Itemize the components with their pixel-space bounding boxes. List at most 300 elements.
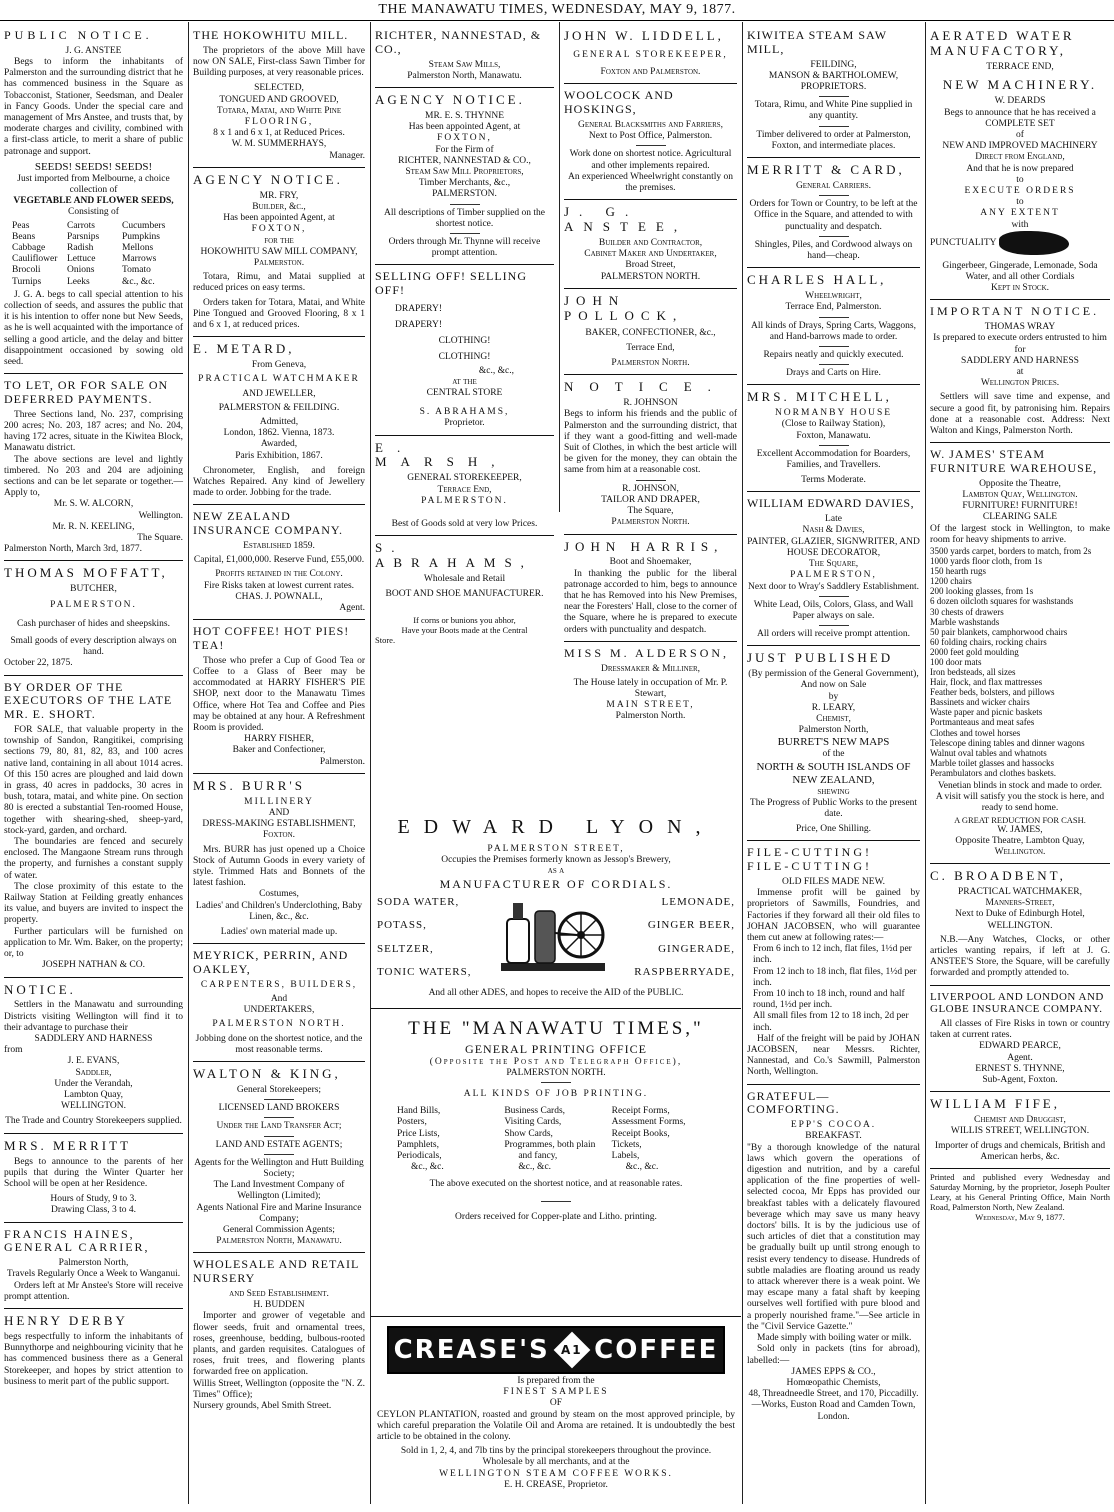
cordial-item: GINGERADE, [658, 942, 735, 955]
rate-line: From 10 inch to 18 inch, round and half round, 1½d per inch. [753, 989, 905, 1011]
ad-line: General Storekeepers; [236, 1084, 322, 1095]
ad-line: From Geneva, [251, 360, 307, 371]
ad-line: FURNITURE! FURNITURE! [962, 501, 1078, 512]
divider [819, 346, 849, 347]
ad-crease-coffee [371, 1318, 741, 1504]
ad-body: Ladies' own material made up. [220, 926, 338, 937]
ad-davies [747, 492, 920, 646]
ad-line: MAIN STREET, [606, 700, 695, 711]
divider [636, 480, 666, 481]
ad-line: at the [452, 376, 477, 387]
ad-line: Palmerston North. [611, 517, 690, 528]
ad-selling-off [375, 265, 554, 435]
ad-title: MRS. MITCHELL, [747, 389, 892, 405]
ad-line: Manager. [329, 150, 365, 161]
ad-line: Occupies the Premises formerly known as Jessop's Brewery, [441, 854, 671, 865]
ad-line: Mr. S. W. ALCORN, [53, 499, 134, 510]
divider [819, 625, 849, 626]
list-item: 2000 feet gold moulding [930, 646, 1019, 657]
divider [541, 1082, 571, 1083]
ad-body: Chronometer, English, and foreign Watches Repaired. Any kind of Jewellery made to order. Jobbing for the trade. [193, 465, 365, 499]
ad-body: Nursery grounds, Abel Smith Street. [193, 1401, 332, 1411]
ad-line: J. E. EVANS, [67, 1056, 120, 1067]
ad-alderson [564, 642, 737, 728]
ad-fry [193, 168, 365, 337]
seed-item: Marrows [122, 254, 157, 265]
ad-line: DRESS-MAKING ESTABLISHMENT, [202, 819, 356, 830]
ad-line: Palmerston North, March 3rd, 1877. [4, 544, 142, 555]
divider [819, 236, 849, 237]
divider [819, 596, 849, 597]
ad-line: E. H. CREASE, Proprietor. [504, 1479, 608, 1490]
ad-line: Costumes, [259, 889, 299, 900]
ad-body: Made simply with boiling water or milk. [757, 1333, 912, 1344]
ad-line: ANY EXTENT [980, 208, 1060, 219]
ad-title: FRANCIS HAINES, GENERAL CARRIER, [4, 1226, 150, 1255]
ad-line: SEEDS! SEEDS! SEEDS! [34, 160, 153, 173]
divider [264, 1154, 294, 1155]
ad-line: Steam Saw Mill Proprietors, [405, 166, 524, 177]
ad-body: Is prepared to execute orders entrusted to him for [933, 333, 1107, 355]
ad-line: (Opposite the Post and Telegraph Office), [429, 1056, 683, 1067]
ad-line: Totara, Matai, and White Pine [216, 105, 342, 116]
ad-line: PALMERSTON & FEILDING. [218, 402, 340, 413]
ad-body: White Lead, Oils, Colors, Glass, and Wall Paper always on sale. [753, 599, 914, 621]
ad-body: Small goods of every description always on hand. [10, 636, 177, 658]
masthead: THE MANAWATU TIMES, WEDNESDAY, MAY 9, 1877. [0, 0, 1114, 21]
ad-body: begs respectfully to inform the inhabitants of Bunnythorpe and neighbouring vicinity that he has commenced business there as a General Storekeeper, and hopes by strict attention to business to merit part of the public support. [4, 1331, 183, 1387]
ad-fife [930, 1092, 1110, 1169]
ad-broadbent [930, 864, 1110, 986]
list-item: 3500 yards carpet, borders to match, from 2s [930, 546, 1092, 557]
ad-line: Just imported from Melbourne, a choice collection of [17, 173, 170, 195]
ad-line: MANSON & BARTHOLOMEW, [768, 70, 899, 81]
ad-title: MRS. BURR'S [193, 777, 305, 793]
ad-line: Under the Land Transfer Act; [216, 1121, 342, 1132]
ad-body: All classes of Fire Risks in town or country taken at current rates. [930, 1018, 1110, 1041]
ad-title: CHARLES HALL, [747, 272, 887, 288]
ad-body: The Progress of Public Works to the present date. [749, 797, 918, 819]
ad-title: NOTICE. [4, 981, 76, 997]
ad-woolcock [564, 84, 737, 200]
column-6 [926, 22, 1114, 1504]
ad-deards-aerated [930, 24, 1110, 300]
list-item: 6 dozen oilcloth squares for washstands [930, 596, 1074, 607]
ad-line: PALMERSTON. [421, 495, 508, 506]
ad-line: Profits retained in the Colony. [215, 569, 343, 580]
divider [636, 145, 666, 146]
ad-line: Drawing Class, 3 to 4. [51, 1205, 136, 1216]
ad-line: TONGUED AND GROOVED, [219, 94, 339, 105]
ink-blot [999, 231, 1069, 255]
ad-body: The close proximity of this estate to the Railway Station at Feilding greatly enhances its value, and buyers are invited to inspect the property. [4, 881, 183, 926]
cordial-item: GINGER BEER, [647, 919, 735, 932]
list-item: 50 pair blankets, camphorwood chairs [930, 626, 1068, 637]
ad-line: Wellington. [138, 510, 183, 521]
ad-title: W. JAMES' STEAM FURNITURE WAREHOUSE, [930, 447, 1098, 476]
ad-title: E. MARSH, [375, 439, 509, 470]
cordial-list [377, 891, 735, 983]
ad-line: as a [547, 866, 565, 876]
ad-line: And now on Sale [800, 680, 867, 691]
divider [819, 126, 849, 127]
ad-line: R. LEARY, [811, 702, 856, 713]
ad-line: PALMERSTON NORTH. [212, 1019, 346, 1030]
ad-wray [930, 300, 1110, 443]
ad-body: Begs to announce to the parents of her pupils that during the Winter Quarter her School will be open at her Residence. [4, 1156, 183, 1190]
ad-body: Importer of drugs and chemicals, British and American herbs, &c. [934, 1140, 1106, 1162]
ad-line: Boot and Shoemaker, [609, 557, 692, 568]
ad-body: An experienced Wheelwright constantly on the premises. [568, 171, 733, 193]
ad-line: MR. FRY, [259, 190, 299, 201]
ad-title: NOTICE. [564, 379, 727, 395]
ad-body: Three Sections land, No. 237, comprising 200 acres; No. 203, 187 acres; and No. 204, having 172 acres, situate in the Kiwitea Block, Manawatu district. [4, 409, 183, 454]
ad-title: MISS M. ALDERSON, [564, 645, 730, 660]
ad-line: SELECTED, [254, 83, 304, 94]
ad-title: BY ORDER OF THE EXECUTORS OF THE LATE MR. E. SHORT. [4, 679, 173, 722]
ad-title: FILE-CUTTING! FILE-CUTTING! [747, 845, 872, 874]
ad-line: Price, One Shilling. [796, 824, 871, 835]
ad-line: S. ABRAHAMS, [419, 407, 510, 418]
ad-body: And that he is now prepared [966, 163, 1074, 174]
list-item: Telescope dining tables and dinner wagons [930, 737, 1085, 748]
ad-line: Opposite the Theatre, [979, 478, 1061, 489]
list-item: 30 chests of drawers [930, 606, 1004, 617]
ad-body: Wholesale by all merchants, and at the [482, 1457, 630, 1468]
ad-body: Repairs neatly and quickly executed. [763, 349, 904, 360]
ad-body: Totara, Rimu, and Matai supplied at reduced prices on easy terms. [193, 272, 365, 294]
rate-line: From 6 inch to 12 inch, flat files, 1½d per inch. [753, 944, 912, 966]
ad-title: WILLIAM FIFE, [930, 1096, 1060, 1112]
ad-body: Mrs. BURR has just opened up a Choice Stock of Autumn Goods in every variety of style. Trimmed Hats and Bonnets of the latest fashion. [193, 844, 365, 889]
column-3 [371, 22, 558, 807]
ad-walton-king [193, 1062, 365, 1253]
ad-line: Is prepared from the [517, 1376, 595, 1386]
list-item: 60 folding chairs, rocking chairs [930, 636, 1047, 647]
ad-line: GENERAL STOREKEEPER, [573, 49, 728, 60]
ad-body: Immense profit will be gained by proprietors of Sawmills, Foundries, and Factories if they forward all their old files to JOHAN JACOBSEN, who will guarantee them cut anew at following rates:— [747, 888, 920, 943]
ad-line: EXECUTE ORDERS [964, 186, 1076, 197]
job-item: &c., &c. [518, 1162, 552, 1173]
job-item: Receipt Books, [611, 1128, 670, 1139]
seed-item: Peas [12, 220, 30, 231]
ad-title: PUBLIC NOTICE. [4, 28, 153, 42]
ad-line: Dressmaker & Milliner, [600, 663, 701, 674]
ad-line: by [828, 691, 839, 702]
ad-title: MERRITT & CARD, [747, 162, 905, 178]
ad-body: Sold only in packets (tins for abroad), labelled:— [747, 1344, 920, 1366]
ad-hokowhitu [193, 24, 365, 168]
ad-line: W. DEARDS [994, 96, 1046, 107]
ad-body: Cash purchaser of hides and sheepskins. [16, 618, 171, 629]
ad-derby [4, 1309, 183, 1393]
ad-title: THE HOKOWHITU MILL. [193, 28, 349, 42]
ad-thynne [375, 88, 554, 265]
list-item: Bassinets and wicker chairs [930, 697, 1030, 708]
seed-item: Leeks [67, 276, 90, 287]
ad-line: VEGETABLE AND FLOWER SEEDS, [13, 196, 174, 207]
ad-line: ERNEST S. THYNNE, [975, 1063, 1065, 1074]
ad-line: Have your Boots made at the Central [401, 624, 528, 635]
ad-line: Agents National Fire and Marine Insurance Company; [196, 1202, 362, 1224]
seed-item: Beans [12, 231, 36, 242]
ad-line: R. JOHNSON [623, 398, 678, 409]
ad-anstee [4, 24, 183, 374]
cordial-item: TONIC WATERS, [377, 965, 472, 978]
ad-line: PAINTER, GLAZIER, SIGNWRITER, AND HOUSE DECORATOR, [747, 536, 920, 558]
ad-body: "By a thorough knowledge of the natural laws which govern the operations of digestion and nutrition, and by a careful application of the fine properties of well-selected cocoa, Mr Epps has provided our breakfast tables with a delicately flavoured beverage which may save us many heavy doctors' bills. It is by the judicious use of such articles of diet that a constitution may be gradually built up until strong enough to resist every tendency to disease. Hundreds of subtle maladies are floating around us ready to attack wherever there is a weak point. We may escape many a fatal shaft by keeping ourselves well fortified with pure blood and a properly nourished frame."—See article in the "Civil Service Gazette." [747, 1142, 920, 1332]
ad-line: FLOORING, [244, 117, 314, 128]
ad-body: FOR SALE, that valuable property in the township of Sandon, Rangitikei, comprising sections 79, 80, 81, 82, 83, and 100 acres native land, containing in all about 1014 acres. Of this 150 acres are ploughed and laid down in grass, 40 acres in paddocks, 30 acres in bush, totara, matai, and white pine. On section 80 is erected a substantial Ten-roomed House, together with shearing-shed, sheep-yard, stock-yard, garden, and orchard. [4, 725, 183, 836]
ad-line: Sub-Agent, Foxton. [982, 1074, 1058, 1085]
ad-title: MEYRICK, PERRIN, AND OAKLEY, [193, 948, 349, 976]
ad-abrahams [375, 536, 554, 649]
ad-title: HENRY DERBY [4, 1313, 128, 1329]
ad-line: shewing [817, 786, 850, 797]
seed-item: Cabbage [12, 243, 46, 254]
ad-body: N.B.—Any Watches, Clocks, or other articles wanting repairs, if left at J. G. ANSTEE'S Store, the Square, will be carefully forwarded and promptly attended to. [930, 934, 1110, 979]
ad-line: of [1016, 130, 1024, 141]
ad-burr [193, 774, 365, 944]
ad-title: JOHN W. LIDDELL, [564, 28, 724, 43]
ad-body: Orders for Town or Country, to be left at the Office in the Square, and attended to with punctuality and despatch. [749, 199, 918, 232]
ad-line: Admitted, [259, 416, 299, 427]
column-1 [0, 22, 187, 1504]
ad-line: WELLINGTON STEAM COFFEE WORKS. [439, 1468, 673, 1479]
ad-body: Settlers will save time and expense, and secure a good fit, by patronising him. Repairs done at a reasonable cost. Address: Next Walton and Kings, Palmerston North. [930, 392, 1110, 437]
ad-line: Baker and Confectioner, [232, 745, 326, 756]
ad-line: Has been appointed Agent, at [408, 122, 521, 133]
ad-line: Chemist, [816, 714, 851, 725]
list-item: 1200 chairs [930, 576, 972, 587]
ad-line: BURRET'S NEW MAPS [777, 736, 890, 749]
ad-title: WALTON & KING, [193, 1066, 341, 1081]
ad-line: And all other ADES, and hopes to receive the AID of the PUBLIC. [428, 987, 684, 998]
ad-line: Palmerston North, Manawatu. [216, 1236, 342, 1247]
list-item: Portmanteaus and meat safes [930, 717, 1035, 728]
ad-line: Next to Post Office, Palmerston. [588, 131, 713, 142]
ad-body: Begs to inform the inhabitants of Palmerston and the surrounding district that he has commenced business in the Square as Tobacconist, Stationer, Seedsman, and Dealer in Fancy Goods. Under the special care and management of Mrs Anstee, and trusts that, by moderate charges and civility, combined with a first-class article, to merit a share of public patronage and support. [4, 57, 183, 157]
ad-body: Gingerbeer, Gingerade, Lemonade, Soda Water, and all other Cordials [942, 260, 1098, 283]
ad-title: WILLIAM EDWARD DAVIES, [747, 496, 915, 511]
divider [819, 364, 849, 365]
ad-line: PROPRIETORS. [800, 82, 867, 92]
ad-title: THOMAS MOFFATT, [4, 565, 168, 581]
ad-line: R. JOHNSON, [622, 483, 679, 494]
ad-line: CLOTHING! [438, 336, 491, 347]
ad-line: JAMES EPPS & CO., [791, 1366, 876, 1377]
ad-body: All kinds of Drays, Spring Carts, Waggons, and Hand-barrows made to order. [750, 320, 917, 342]
list-item: Marble washstands [930, 616, 1000, 627]
ad-line: LAND AND ESTATE AGENTS; [215, 1139, 343, 1150]
divider [819, 317, 849, 318]
ad-line: Wellington Prices. [980, 378, 1060, 389]
ad-line: The Square, [627, 506, 674, 517]
ad-line: The Square. [137, 533, 183, 544]
ad-line: NORMANBY HOUSE [774, 408, 893, 419]
job-printing-list [397, 1106, 715, 1173]
ad-line: Homœopathic Chemists, [786, 1377, 881, 1388]
divider [541, 1201, 571, 1202]
ad-body: Timber delivered to order at Palmerston, Foxton, and intermediate places. [756, 129, 911, 151]
ad-body: Half of the freight will be paid by JOHAN JACOBSEN, near Messrs. Richter, Nannestad, and Co.'s Sawmill, Palmerston North, Wellington. [747, 1033, 920, 1078]
divider [264, 1099, 294, 1100]
ad-title: NEW ZEALAND INSURANCE COMPANY. [193, 509, 344, 538]
ad-line: TAILOR AND DRAPER, [601, 494, 700, 505]
ad-line: HARRY FISHER, [244, 734, 314, 745]
ad-line: Steam Saw Mills, [428, 59, 501, 70]
ad-line: And [270, 993, 288, 1004]
ad-line: NEW MACHINERY. [942, 77, 1098, 93]
ad-line: DRAPERY! [395, 320, 442, 331]
ad-line: Broad Street, [625, 260, 676, 271]
ad-line: RICHTER, NANNESTAD & CO., [398, 155, 531, 166]
ad-line: of the [822, 749, 845, 760]
ad-line: TERRACE END, [986, 61, 1054, 72]
ad-line: Wheelwright, [805, 291, 862, 302]
ad-title: GRATEFUL—COMFORTING. [747, 1088, 840, 1117]
ad-body: The proprietors of the above Mill have now ON SALE, First-class Sawn Timber for Building purposes, at very reasonable prices. [193, 45, 365, 79]
list-item: 100 door mats [930, 656, 982, 667]
ad-line: Agent. [1007, 1052, 1033, 1063]
list-item: 200 looking glasses, from 1s [930, 586, 1034, 597]
ad-line: Palmerston North, Manawatu. [407, 70, 522, 81]
ad-manawatu-times-printing [371, 1008, 741, 1226]
ad-title: EDWARD LYON, [397, 816, 715, 838]
seed-item: Carrots [67, 220, 95, 231]
list-item: Walnut oval tables and whatnots [930, 747, 1047, 758]
ad-mrs-merritt [4, 1134, 183, 1223]
job-item: Programmes, both plain [504, 1139, 596, 1150]
job-item: Assessment Forms, [611, 1117, 686, 1128]
ad-line: Wellington. [994, 846, 1046, 857]
ad-line: with [1011, 219, 1029, 230]
ad-line: DRAPERY! [395, 303, 442, 314]
cordial-item: SELTZER, [377, 942, 434, 955]
seed-item: Cucumbers [122, 220, 166, 231]
ad-line: BAKER, CONFECTIONER, &c., [585, 327, 716, 338]
ad-line: PUNCTUALITY [930, 238, 997, 249]
ad-title: IMPORTANT NOTICE. [930, 304, 1100, 319]
ad-richter [375, 24, 554, 88]
ad-line: GENERAL PRINTING OFFICE [465, 1042, 647, 1057]
ad-line: For the Firm of [435, 144, 494, 155]
seed-item: Pumpkins [122, 231, 161, 242]
ad-title: MRS. MERRITT [4, 1137, 132, 1153]
ad-line: W. M. SUMMERHAYS, [231, 139, 327, 150]
ad-body: Shingles, Piles, and Cordwood always on hand—cheap. [754, 239, 913, 261]
ad-body: Willis Street, Wellington (opposite the "N. Z. Times" Office); [193, 1378, 365, 1400]
ad-meyrick [193, 944, 365, 1062]
ad-nz-insurance [193, 505, 365, 620]
ad-line: and Seed Establishment. [229, 1288, 329, 1299]
ad-line: MILLINERY [244, 796, 314, 807]
ad-line: Terrace End, [437, 484, 492, 495]
ad-kiwitea [747, 24, 920, 158]
ad-line: EDWARD PEARCE, [979, 1041, 1061, 1052]
ad-charles-hall [747, 268, 920, 385]
ad-line: General Carriers. [795, 180, 872, 191]
ad-to-let [4, 374, 183, 561]
ad-line: &c., &c., [478, 365, 514, 376]
ad-line: Under the Verandah, [54, 1078, 133, 1089]
ad-line: Palmerston. [319, 756, 365, 767]
ad-body: Further particulars will be furnished on application to Mr. Wm. Baker, on the property; or, to [4, 926, 183, 960]
ad-line: Wednesday, May 9, 1877. [975, 1212, 1065, 1222]
divider [450, 204, 480, 205]
ad-title: JUST PUBLISHED [747, 650, 894, 666]
ad-merritt-card [747, 158, 920, 268]
list-item: Marble toilet glasses and hassocks [930, 757, 1054, 768]
ad-line: (Close to Railway Station), [781, 419, 886, 430]
ad-johnson [564, 375, 737, 534]
ad-line: CHAS. J. POWNALL, [235, 591, 323, 602]
job-item: Show Cards, [504, 1128, 553, 1139]
ad-line: BREAKFAST. [805, 1131, 862, 1142]
ad-body: Begs to inform his friends and the public of Palmerston and the surrounding district, that if they want a good-fitting and well-made Suit of Clothes, in which the best article will be given for the money, they can obtain the same from him at a reasonable cost. [564, 409, 737, 476]
ad-title: KIWITEA STEAM SAW MILL, [747, 28, 887, 56]
ad-line: Foxton and Palmerston. [600, 67, 701, 78]
ad-line: Paris Exhibition, 1867. [235, 450, 323, 461]
seed-item: Turnips [12, 276, 42, 287]
punctuality-line [930, 231, 1110, 255]
ad-line: The House lately in occupation of Mr. P. Stewart, [573, 677, 728, 700]
list-item: Clothes and towel horses [930, 727, 1021, 738]
job-item: Hand Bills, [397, 1106, 441, 1117]
ad-line: Agent. [339, 602, 365, 613]
ad-line: PALMERSTON NORTH. [600, 271, 701, 282]
ad-body: Orders left at Mr Anstee's Store will receive prompt attention. [4, 1280, 183, 1302]
ad-line: PALMERSTON. [50, 599, 137, 610]
ad-title: THE "MANAWATU TIMES," [408, 1017, 704, 1039]
ad-line: Established 1859. [243, 540, 315, 551]
job-item: Periodicals, [397, 1150, 442, 1161]
ad-title: S. ABRAHAMS, [375, 540, 533, 571]
ad-line: NEW AND IMPROVED MACHINERY [942, 141, 1098, 152]
ad-line: PRACTICAL WATCHMAKER [198, 374, 360, 385]
ad-line: Proprietor. [444, 418, 485, 429]
seed-list [12, 221, 175, 288]
ad-lyon-and-printing-office [371, 809, 741, 1317]
ad-body: Settlers in the Manawatu and surrounding Districts visiting Wellington will find it to their advantage to purchase their [4, 1000, 183, 1033]
ad-line: Foxton, Manawatu. [796, 430, 871, 441]
ad-line: HOKOWHITU SAW MILL COMPANY, [200, 246, 358, 257]
ad-line: Mr. R. N. KEELING, [52, 521, 135, 532]
ad-line: GENERAL STOREKEEPER, [407, 473, 522, 484]
ad-title: WHOLESALE AND RETAIL NURSERY [193, 1257, 359, 1286]
ad-body: Drays and Carts on Hire. [786, 368, 881, 379]
ad-line: COMPLETE SET [985, 118, 1055, 129]
ad-line: Direct from England, [975, 152, 1065, 163]
ad-line: Nash & Davies, [802, 525, 865, 536]
ad-line: Ladies' and Children's Underclothing, Baby Linen, &c., &c. [195, 900, 363, 922]
ad-marsh [375, 436, 554, 537]
ad-line: THOMAS WRAY [984, 322, 1056, 333]
ad-line: London, 1862. Vienna, 1873. [223, 428, 335, 439]
ad-line: OLD FILES MADE NEW. [781, 876, 886, 887]
a1-text: A1 [561, 1342, 583, 1357]
column-4 [560, 22, 741, 807]
ad-body: The above executed on the shortest notice, and at reasonable rates. [429, 1179, 683, 1190]
ad-line: The Land Investment Company of Wellington (Limited); [213, 1180, 345, 1202]
cordial-item: LEMONADE, [661, 896, 735, 909]
ad-line: Chemist and Druggist, [974, 1115, 1066, 1126]
ad-body: Venetian blinds in stock and made to order. [937, 780, 1103, 791]
ad-body: A visit will satisfy you the stock is here, and ready to send home. [935, 792, 1105, 814]
banner-text: COFFEE [594, 1334, 719, 1365]
job-item: Receipt Forms, [611, 1106, 670, 1117]
ad-line: Awarded, [260, 439, 298, 450]
